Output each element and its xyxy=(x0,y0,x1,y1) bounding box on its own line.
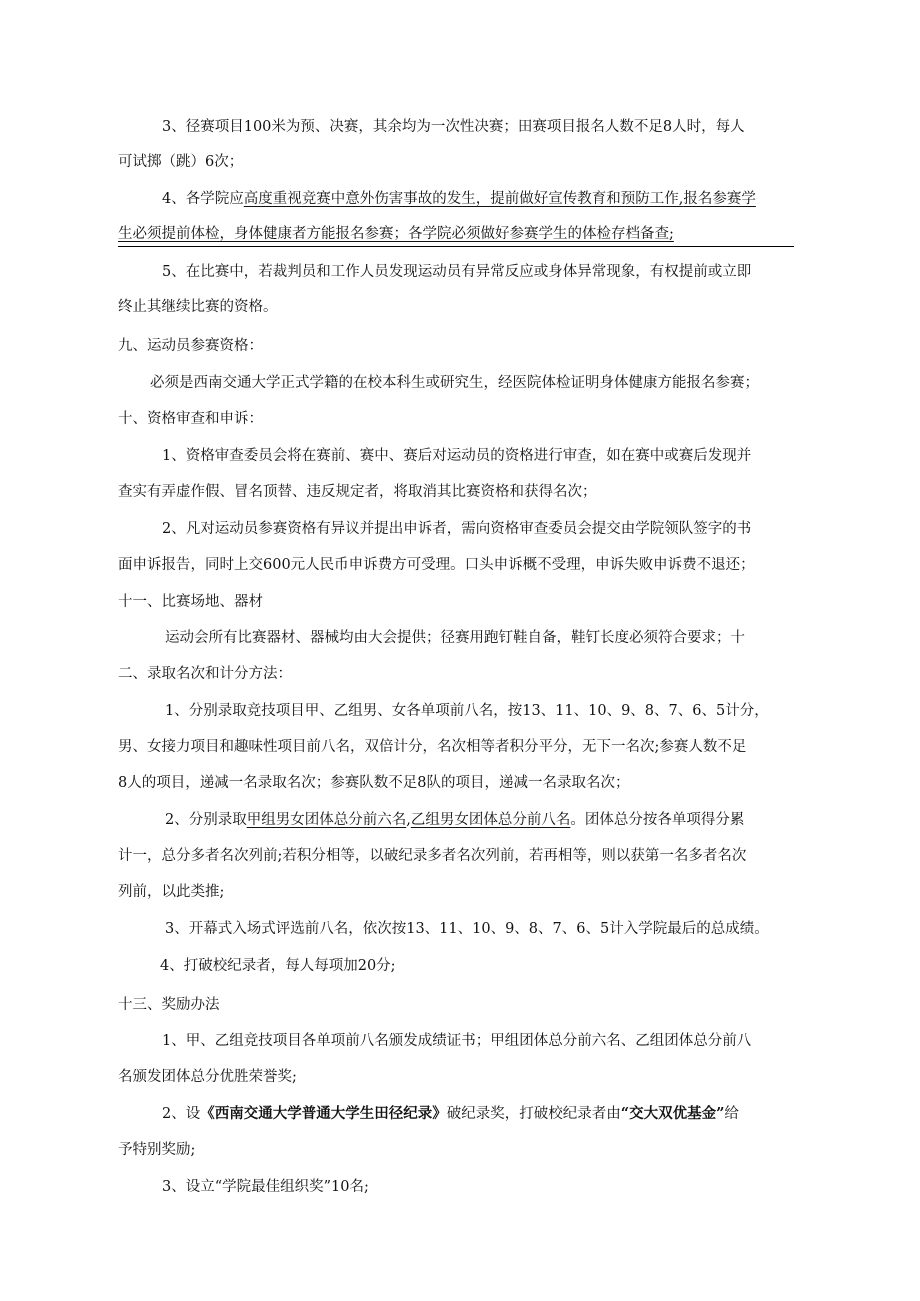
section13-heading: 十三、奖励办法 xyxy=(118,997,220,1013)
section13-p1-line2: 名颁发团体总分优胜荣誉奖; xyxy=(118,1069,297,1085)
section13-p3: 3、设立“学院最佳组织奖”10名; xyxy=(162,1179,369,1195)
section12-p2-line3: 列前，以此类推; xyxy=(118,884,225,900)
section10-p2-line1: 2、凡对运动员参赛资格有异议并提出申诉者，需向资格审查委员会提交由学院领队签字的书 xyxy=(162,521,752,537)
section13-p2-bold-1: 《西南交通大学普通大学生田径纪录》 xyxy=(200,1105,447,1122)
section12-p2-line2: 计一，总分多者名次列前;若积分相等，以破纪录多者名次列前，若再相等，则以获第一名多者名次 xyxy=(118,848,747,864)
section12-p1-line3: 8人的项目，递减一名录取名次；参赛队数不足8队的项目，递减一名录取名次； xyxy=(118,775,630,791)
item5-line2: 终止其继续比赛的资格。 xyxy=(118,299,278,315)
section12-p2-line1 xyxy=(165,810,744,830)
section12-p1-line2: 男、女接力项目和趣味性项目前八名，双倍计分，名次相等者积分平分，无下一名次;参赛人数不足 xyxy=(118,739,747,755)
item3-line1: 3、径赛项目100米为预、决赛，其余均为一次性决赛；田赛项目报名人数不足8人时，每人 xyxy=(162,119,745,135)
section13-p2-prefix: 2、设 xyxy=(162,1106,201,1122)
section12-p3: 3、开幕式入场式评选前八名，依次按13、11、10、9、8、7、6、5计入学院最后的总成绩。 xyxy=(165,921,769,937)
section13-p2-mid: 破纪录奖，打破校纪录者由 xyxy=(446,1106,621,1122)
item5-line1: 5、在比赛中，若裁判员和工作人员发现运动员有异常反应或身体异常现象，有权提前或立即 xyxy=(162,264,752,280)
section12-p2-underlined-2: 乙组男女团体总分前八名 xyxy=(410,812,571,828)
section13-p2-suffix: 给 xyxy=(724,1106,739,1122)
section9-heading: 九、运动员参赛资格： xyxy=(118,338,263,354)
section10-p2-line2: 面申诉报告，同时上交600元人民币申诉费方可受理。口头申诉概不受理，申诉失败申诉费不退还； xyxy=(118,557,755,573)
item3-line2: 可试掷（跳）6次； xyxy=(118,154,244,170)
section13-p2-line2: 予特别奖励; xyxy=(118,1142,196,1158)
item4-underlined-1: 高度重视竞赛中意外伤害事故的发生，提前做好宣传教育和预防工作, xyxy=(243,191,684,207)
section11-heading: 十一、比赛场地、器材 xyxy=(118,594,263,610)
section12-p1-line1: 1、分别录取竞技项目甲、乙组男、女各单项前八名，按13、11、10、9、8、7、6、5计分， xyxy=(165,703,769,719)
item4-line1 xyxy=(162,189,756,209)
item4-underlined-2: 报名参赛学 xyxy=(683,191,756,207)
section12-p2-prefix: 2、分别录取 xyxy=(165,812,247,828)
section10-p1-line2: 查实有弄虚作假、冒名顶替、违反规定者，将取消其比赛资格和获得名次； xyxy=(118,484,597,500)
section12-p2-suffix: 。团体总分按各单项得分累 xyxy=(570,812,745,828)
section13-p1-line1: 1、甲、乙组竞技项目各单项前八名颁发成绩证书；甲组团体总分前六名、乙组团体总分前八 xyxy=(162,1033,752,1049)
section12-heading: 二、录取名次和计分方法： xyxy=(118,666,292,682)
section13-p2-bold-2: “交大双优基金” xyxy=(620,1105,725,1122)
section10-p1-line1: 1、资格审查委员会将在赛前、赛中、赛后对运动员的资格进行审查，如在赛中或赛后发现并 xyxy=(162,448,752,464)
horizontal-rule xyxy=(118,246,794,247)
item4-line2: 生必须提前体检，身体健康者方能报名参赛；各学院必须做好参赛学生的体检存档备查; xyxy=(118,226,674,242)
section12-p4: 4、打破校纪录者，每人每项加20分; xyxy=(160,958,396,974)
section9-body: 必须是西南交通大学正式学籍的在校本科生或研究生，经医院体检证明身体健康方能报名参赛； xyxy=(150,375,759,391)
section11-body: 运动会所有比赛器材、器械均由大会提供；径赛用跑钉鞋自备，鞋钉长度必须符合要求；十 xyxy=(165,630,745,646)
section13-p2-line1 xyxy=(162,1104,739,1124)
section12-p2-underlined-1: 甲组男女团体总分前六名 xyxy=(246,812,407,828)
item4-prefix: 4、各学院应 xyxy=(162,191,244,207)
section10-heading: 十、资格审查和申诉： xyxy=(118,411,263,427)
section12-p2-comma: , xyxy=(406,812,411,828)
